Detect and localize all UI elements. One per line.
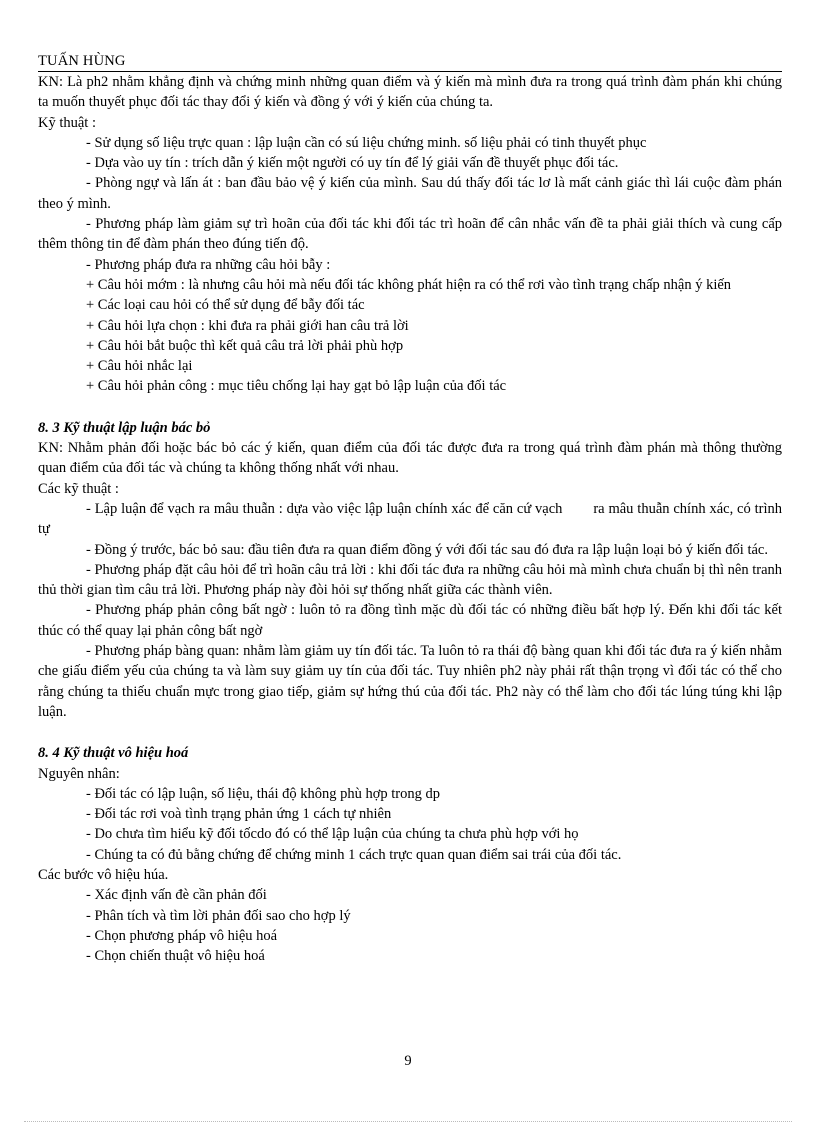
cause-item: - Đối tác có lập luận, số liệu, thái độ không phù hợp trong dp [86, 785, 440, 802]
section1-subitem: + Câu hỏi bắt buộc thì kết quả câu trả lời phải phù hợp [86, 337, 404, 354]
cause-item: - Chúng ta có đủ bằng chứng để chứng minh 1 cách trực quan quan điểm sai trái của đối tác. [86, 846, 622, 863]
steps-heading: Các bước vô hiệu húa. [38, 866, 169, 883]
step-item: - Xác định vấn đè cần phản đối [86, 887, 267, 904]
cause-item: - Đối tác rơi voà tình trạng phản ứng 1 cách tự nhiên [86, 806, 392, 823]
section1-subitem: + Câu hỏi mớm : là nhưng câu hỏi mà nếu đối tác không phát hiện ra có thể rơi vào tình trạng chấp nhận ý kiến [86, 276, 732, 293]
section1-item: - Phương pháp làm giảm sự trì hoãn của đối tác khi đối tác trì hoãn để cân nhắc vấn đề ta phải giải thích và cung cấp thêm thông tin để đàm phán theo đúng tiến độ. [38, 216, 782, 253]
section3-title: 8. 4 Kỹ thuật vô hiệu hoá [38, 745, 189, 762]
section1-item: - Phòng ngự và lấn át : ban đầu bảo vệ ý kiến của mình. Sau dú thấy đối tác lơ là mất cảnh giác thì lái cuộc đàm phán theo ý mình. [38, 175, 782, 212]
section2-title: 8. 3 Kỹ thuật lập luận bác bỏ [38, 419, 211, 436]
section1-subitem: + Câu hỏi phản công : mục tiêu chống lại hay gạt bỏ lập luận của đối tác [86, 378, 507, 395]
step-item: - Phân tích và tìm lời phản đối sao cho hợp lý [86, 907, 351, 924]
section2-definition: KN: Nhằm phản đối hoặc bác bỏ các ý kiến, quan điểm của đối tác được đưa ra trong quá trình đàm phán mà thông thường quan điểm của đối tác và chúng ta không thống nhất với nhau. [38, 440, 782, 477]
section3-heading: Nguyên nhân: [38, 765, 120, 782]
section2-item: - Đồng ý trước, bác bỏ sau: đầu tiên đưa ra quan điểm đồng ý với đối tác sau đó đưa ra lập luận loại bỏ ý kiến đối tác. [86, 541, 768, 558]
section1-item: - Dựa vào uy tín : trích dẫn ý kiến một người có uy tín để lý giải vấn đề thuyết phục đối tác. [86, 155, 619, 172]
section2-heading: Các kỹ thuật : [38, 480, 119, 497]
section2-item: - Phương pháp bàng quan: nhằm làm giảm uy tín đối tác. Ta luôn tỏ ra thái độ bàng quan khi đối tác đưa ra ý kiến nhằm che giấu điểm yếu của chúng ta và làm suy giảm uy tín của đối tác. Tuy nhiên ph2 này phải rất thận trọng vì đối tác có thể cho rằng chúng ta thiếu chuẩn mực trong giao tiếp, giảm sự hứng thú của đối tác. Ph2 này có thể làm cho đối tác lúng túng khi lập luận. [38, 643, 782, 720]
section1-item: - Phương pháp đưa ra những câu hỏi bẫy : [86, 256, 331, 273]
section1-item: - Sử dụng số liệu trực quan : lập luận cần có sú liệu chứng minh. số liệu phải có tinh thuyết phục [86, 134, 647, 151]
section1-subitem: + Câu hỏi lựa chọn : khi đưa ra phải giới han câu trả lời [86, 317, 409, 334]
section1-heading: Kỹ thuật : [38, 114, 96, 131]
page-header: TUẤN HÙNG [38, 52, 782, 72]
section1-subitem: + Các loại cau hỏi có thể sử dụng để bẫy đối tác [86, 297, 365, 314]
cause-item: - Do chưa tìm hiểu kỹ đối tốcdo đó có thể lập luận của chúng ta chưa phù hợp với họ [86, 826, 579, 843]
section1-definition: KN: Là ph2 nhằm khẳng định và chứng minh những quan điểm và ý kiến mà mình đưa ra trong quá trình đàm phán khi chúng ta muốn thuyết phục đối tác thay đổi ý kiến và đồng ý với ý kiến của chúng ta. [38, 74, 782, 111]
step-item: - Chọn phương pháp vô hiệu hoá [86, 927, 278, 944]
section2-item: - Lập luận để vạch ra mâu thuẫn : dựa vào việc lập luận chính xác để căn cứ vạch ra mâu thuẫn chính xác, có trình tự [38, 500, 786, 538]
document-page [38, 52, 786, 966]
section1-subitem: + Câu hỏi nhắc lại [86, 358, 193, 375]
section2-item: - Phương pháp phản công bất ngờ : luôn tỏ ra đồng tình mặc dù đối tác có những điều bất hợp lý. Đến khi đối tác kết thúc có thể quay lại phản công bất ngờ [38, 602, 782, 639]
section2-item: - Phương pháp đặt câu hỏi để trì hoãn câu trả lời : khi đối tác đưa ra những câu hỏi mà mình chưa chuẩn bị thì nên tranh thủ thời gian tìm câu trả lời. Phương pháp này đòi hỏi sự thống nhất giữa các thành viên. [38, 561, 782, 599]
page-bottom-divider [24, 1121, 792, 1122]
step-item: - Chọn chiến thuật vô hiệu hoá [86, 948, 265, 965]
page-number: 9 [404, 1053, 412, 1069]
